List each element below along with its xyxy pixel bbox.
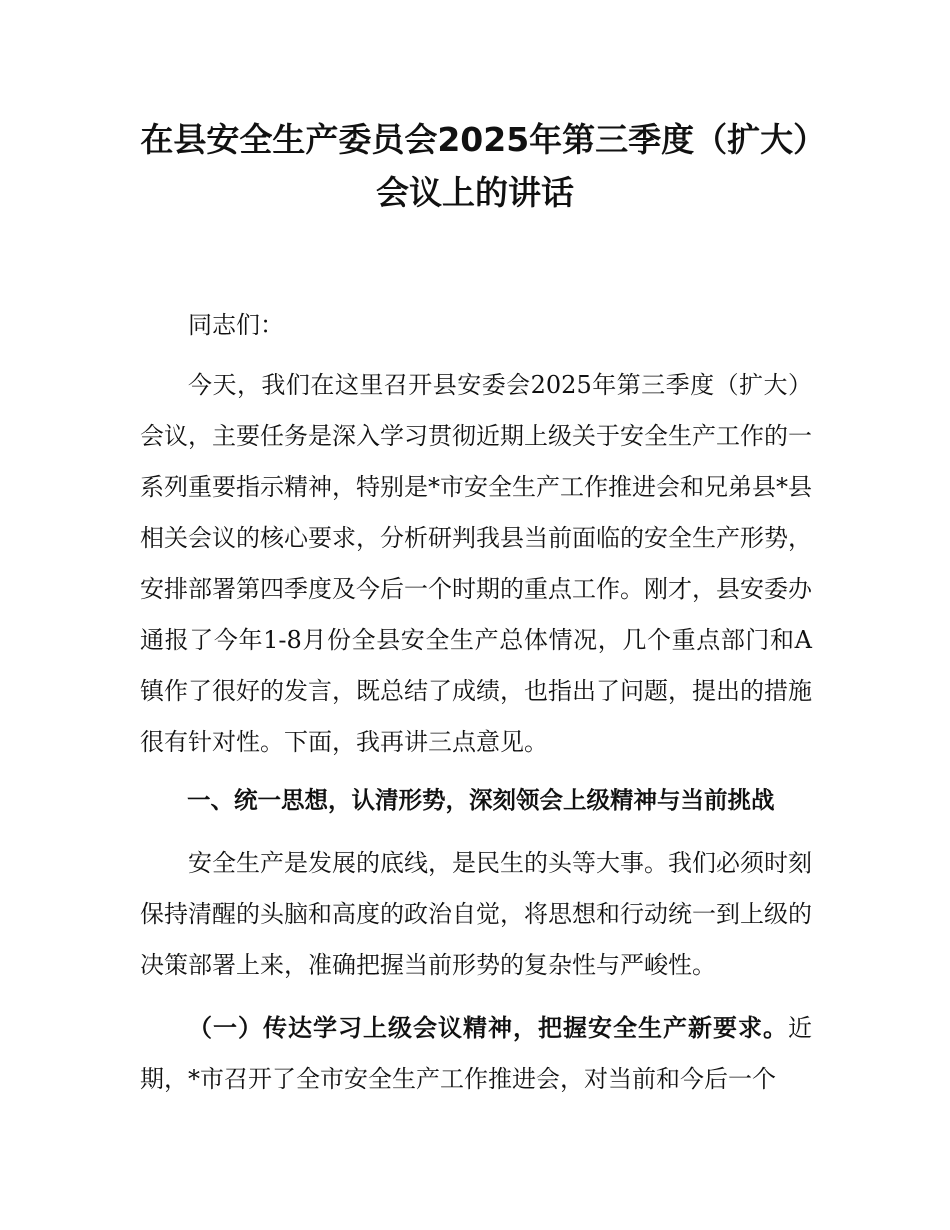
- subsection-heading-1: （一）传达学习上级会议精神，把握安全生产新要求。: [188, 1014, 788, 1042]
- document-title: 在县安全生产委员会2025年第三季度（扩大）会议上的讲话: [140, 120, 810, 212]
- subsection-1-text: 近期，*市召开了全市安全生产工作推进会，对当前和今后一个: [140, 1014, 812, 1093]
- section-heading-1: 一、统一思想，认清形势，深刻领会上级精神与当前挑战: [187, 786, 775, 814]
- opening-paragraph: 今天，我们在这里召开县安委会2025年第三季度（扩大）会议，主要任务是深入学习贯彻近期上级关于安全生产工作的一系列重要指示精神，特别是*市安全生产工作推进会和兄弟县*县相关会议的核心要求，分析研判我县当前面临的安全生产形势，安排部署第四季度及今后一个时期的重点工作。刚才，县安委办通报了今年1-8月份全县安全生产总体情况，几个重点部门和A镇作了很好的发言，既总结了成绩，也指出了问题，提出的措施很有针对性。下面，我再讲三点意见。: [140, 371, 812, 756]
- section-1-paragraph: 安全生产是发展的底线，是民生的头等大事。我们必须时刻保持清醒的头脑和高度的政治自觉，将思想和行动统一到上级的决策部署上来，准确把握当前形势的复杂性与严峻性。: [140, 849, 812, 979]
- salutation: 同志们：: [188, 311, 284, 339]
- subsection-1-paragraph: [140, 1003, 812, 1105]
